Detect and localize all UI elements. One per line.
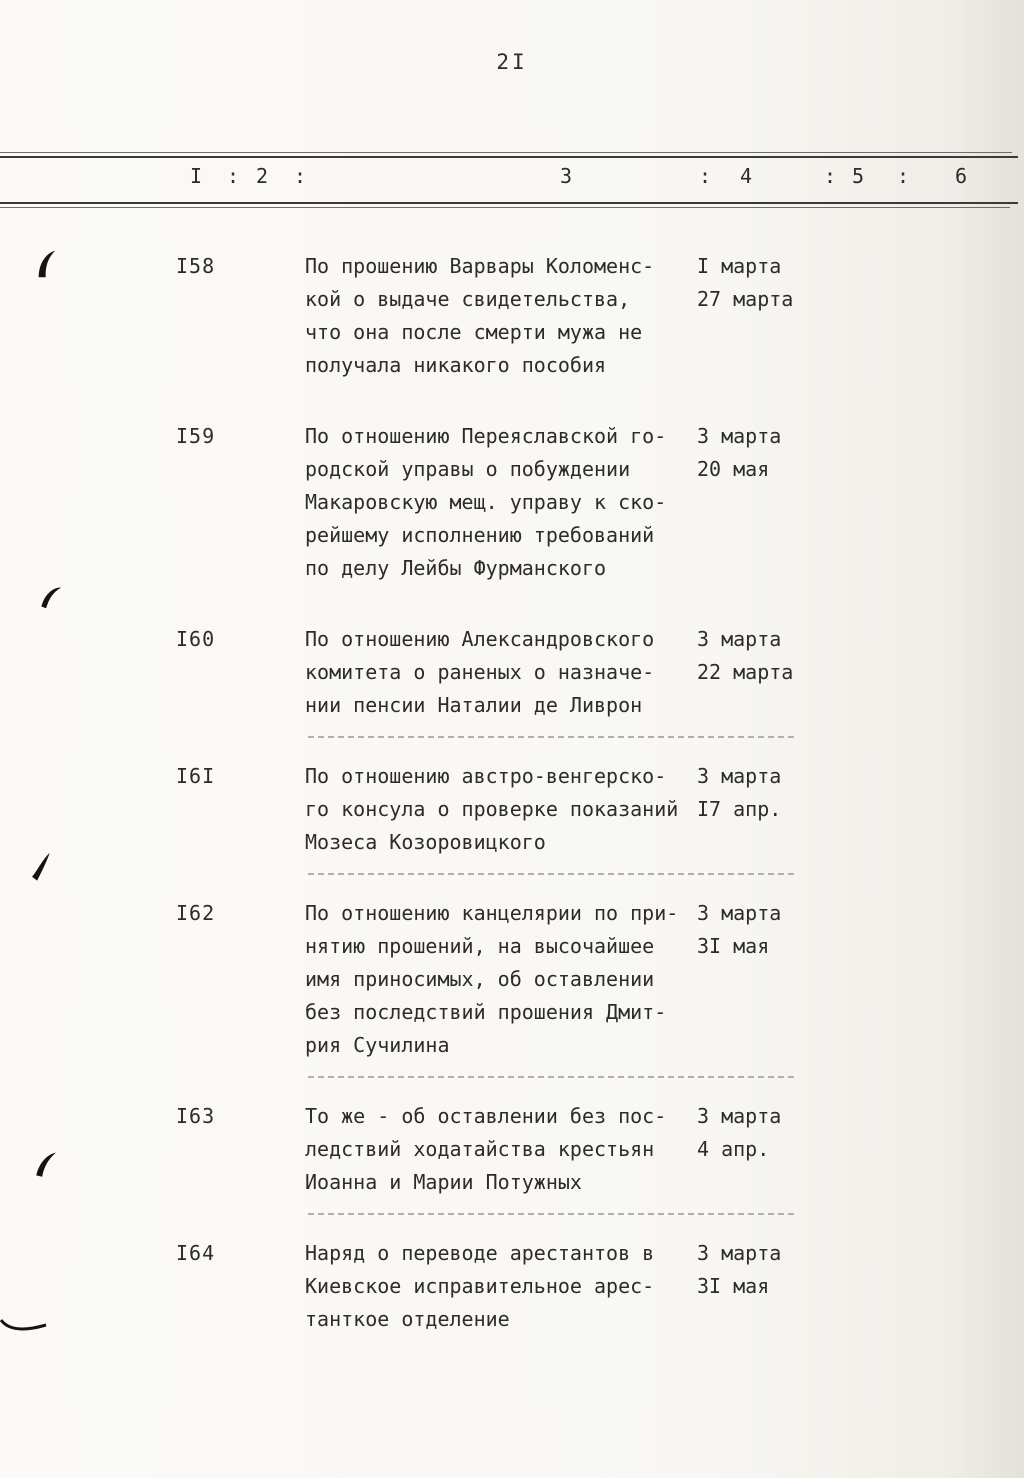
register-entry: [0, 1100, 1024, 1199]
entry-number: I62: [176, 901, 216, 925]
entry-description: [305, 1100, 705, 1199]
entry-number: I63: [176, 1104, 216, 1128]
entry-description: [305, 897, 705, 1062]
page-number: 2I: [496, 50, 528, 74]
entry-description-line: кой о выдаче свидетельства,: [305, 287, 631, 311]
column-header: 6: [955, 164, 968, 188]
entry-description-line: имя приносимых, об оставлении: [305, 967, 655, 991]
entry-description: [305, 1237, 705, 1336]
column-separator: :: [897, 164, 910, 188]
entry-divider: [308, 736, 794, 738]
entry-description-line: Киевское исправительное арес-: [305, 1274, 655, 1298]
column-header: 4: [740, 164, 753, 188]
entry-description-line: По прошению Варвары Коломенс-: [305, 254, 655, 278]
entry-dates: [697, 760, 781, 826]
entry-description-line: По отношению австро-венгерско-: [305, 764, 667, 788]
entry-dates: [697, 623, 793, 689]
register-entries: [0, 250, 1024, 1374]
entry-description-line: Иоанна и Марии Потужных: [305, 1170, 582, 1194]
entry-date: 3 марта: [697, 764, 782, 788]
entry-description-line: По отношению Александровского: [305, 627, 655, 651]
header-bottom-rule-thin: [0, 207, 1010, 208]
column-separator: :: [824, 164, 837, 188]
ink-mark-icon: [32, 248, 62, 281]
column-separator: :: [699, 164, 712, 188]
register-entry: [0, 760, 1024, 859]
entry-date: 4 апр.: [697, 1137, 770, 1161]
header-top-rule: [0, 156, 1018, 158]
register-entry: [0, 1237, 1024, 1336]
entry-date: 3I мая: [697, 934, 770, 958]
entry-date: 22 марта: [697, 660, 794, 684]
entry-date: 3 марта: [697, 627, 782, 651]
entry-description: [305, 420, 705, 585]
entry-description-line: Макаровскую мещ. управу к ско-: [305, 490, 667, 514]
entry-description-line: По отношению канцелярии по при-: [305, 901, 679, 925]
entry-dates: [697, 897, 781, 963]
entry-dates: [697, 1237, 781, 1303]
entry-dates: [697, 250, 793, 316]
entry-description-line: ледствий ходатайства крестьян: [305, 1137, 655, 1161]
entry-description: [305, 623, 705, 722]
entry-date: I марта: [697, 254, 782, 278]
entry-description-line: родской управы о побуждении: [305, 457, 631, 481]
entry-date: 3 марта: [697, 901, 782, 925]
entry-date: I7 апр.: [697, 797, 782, 821]
entry-description-line: что она после смерти мужа не: [305, 320, 643, 344]
register-entry: [0, 897, 1024, 1062]
register-entry: [0, 420, 1024, 585]
entry-description-line: комитета о раненых о назначе-: [305, 660, 655, 684]
column-separator: :: [227, 164, 240, 188]
entry-number: I58: [176, 254, 216, 278]
entry-description: [305, 250, 705, 382]
column-separator: :: [294, 164, 307, 188]
entry-description-line: танткое отделение: [305, 1307, 510, 1331]
entry-date: 3 марта: [697, 424, 782, 448]
entry-description-line: получала никакого пособия: [305, 353, 607, 377]
entry-number: I59: [176, 424, 216, 448]
entry-number: I6I: [176, 764, 216, 788]
entry-description-line: го консула о проверке показаний: [305, 797, 679, 821]
entry-date: 3 марта: [697, 1241, 782, 1265]
column-header: 3: [560, 164, 573, 188]
entry-description-line: То же - об оставлении без пос-: [305, 1104, 667, 1128]
entry-description-line: Мозеса Козоровицкого: [305, 830, 546, 854]
entry-divider: [308, 1213, 794, 1215]
column-header: 5: [852, 164, 865, 188]
header-bottom-rule: [0, 202, 1018, 204]
entry-description: [305, 760, 705, 859]
entry-dates: [697, 1100, 781, 1166]
entry-description-line: Наряд о переводе арестантов в: [305, 1241, 655, 1265]
entry-description-line: нятию прошений, на высочайшее: [305, 934, 655, 958]
entry-description-line: По отношению Переяславской го-: [305, 424, 667, 448]
entry-date: 20 мая: [697, 457, 770, 481]
entry-description-line: рейшему исполнению требований: [305, 523, 655, 547]
entry-number: I60: [176, 627, 216, 651]
entry-description-line: по делу Лейбы Фурманского: [305, 556, 607, 580]
entry-date: 27 марта: [697, 287, 794, 311]
entry-number: I64: [176, 1241, 216, 1265]
ink-mark-icon: [33, 1149, 59, 1181]
table-column-header-row: [0, 164, 1024, 198]
entry-date: 3I мая: [697, 1274, 770, 1298]
entry-description-line: без последствий прошения Дмит-: [305, 1000, 667, 1024]
column-header: I: [190, 164, 203, 188]
entry-divider: [308, 1076, 794, 1078]
entry-date: 3 марта: [697, 1104, 782, 1128]
entry-dates: [697, 420, 781, 486]
entry-divider: [308, 873, 794, 875]
entry-description-line: нии пенсии Наталии де Ливрон: [305, 693, 643, 717]
header-top-rule-thin: [0, 152, 1012, 153]
entry-description-line: рия Сучилина: [305, 1033, 450, 1057]
ink-curve-mark-icon: [0, 1316, 48, 1338]
register-entry: [0, 250, 1024, 382]
register-entry: [0, 623, 1024, 722]
column-header: 2: [256, 164, 269, 188]
